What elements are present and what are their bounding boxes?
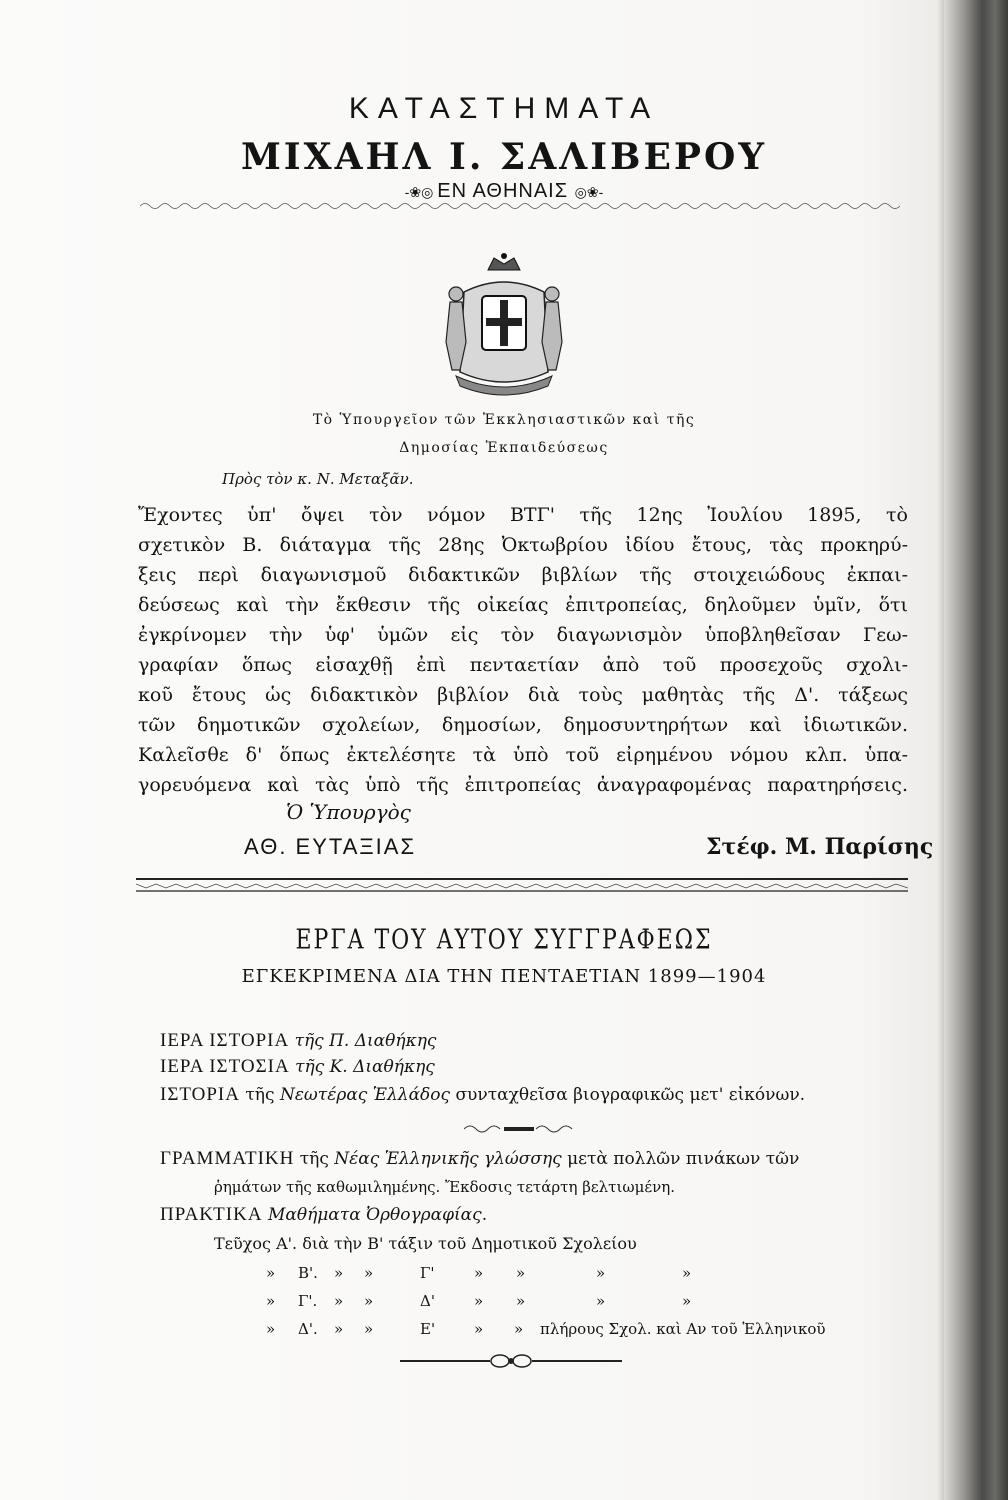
work-item-history-modern-greece: ΙΣΤΟΡΙΑ τῆς Νεωτέρας Ἑλλάδος συνταχθεῖσα βιογραφικῶς μετ' εἰκόνων. — [160, 1084, 806, 1105]
volume-row-c: » Γ'. » » Δ' » » » » — [266, 1292, 692, 1310]
ministry-line-2: Δημοσίας Ἐκπαιδεύσεως — [399, 440, 609, 456]
letter-body — [138, 500, 908, 800]
letter-line: γραφίαν ὅπως εἰσαχθῇ ἐπὶ πενταετίαν ἀπὸ τοῦ προσεχοῦς σχολι- — [138, 654, 908, 676]
work-item-sacred-history-ot: ΙΕΡΑ ΙΣΤΟΡΙΑ τῆς Π. Διαθήκης — [160, 1030, 437, 1051]
letter-line: δεύσεως καὶ τὴν ἔκθεσιν τῆς οἰκείας ἐπιτροπείας, δηλοῦμεν ὑμῖν, ὅτι — [138, 594, 908, 616]
letter-line: ἐγκρίνομεν τὴν ὑφ' ὑμῶν εἰς τὸν διαγωνισμὸν ὑποβληθεῖσαν Γεω- — [138, 624, 908, 646]
minister-title: Ὁ Ὑπουργὸς — [286, 800, 411, 824]
wavy-rule — [140, 200, 900, 212]
work-item-practical: ΠΡΑΚΤΙΚΑ Μαθήματα Ὀρθογραφίας. — [160, 1204, 488, 1225]
coat-of-arms-icon — [436, 252, 572, 402]
owner-name: ΜΙΧΑΗΛ Ι. ΣΑΛΙΒΕΡΟΥ — [240, 136, 768, 178]
small-ornament-divider — [464, 1122, 574, 1136]
volume-row-b: » Β'. » » Γ' » » » » — [266, 1264, 692, 1282]
ministry-line-1: Τὸ Ὑπουργεῖον τῶν Ἐκκλησιαστικῶν καὶ τῆς — [312, 412, 696, 428]
works-subheading: ΕΓΚΕΚΡΙΜΕΝΑ ΔΙΑ ΤΗΝ ΠΕΝΤΑΕΤΙΑΝ 1899—1904 — [241, 966, 767, 987]
letter-line: σχετικὸν Β. διάταγμα τῆς 28ης Ὀκτωβρίου ἰδίου ἔτους, τὰς προκηρύ- — [138, 534, 908, 556]
double-rule-divider — [136, 876, 908, 892]
letter-line: τῶν δημοτικῶν σχολείων, δημοσίων, δημοσυντηρήτων καὶ ἰδιωτικῶν. — [138, 714, 908, 736]
letter-line: ξεις περὶ διαγωνισμοῦ διδακτικῶν βιβλίων τῆς στοιχειώδους ἐκπαι- — [138, 564, 908, 586]
minister-name: ΑΘ. ΕΥΤΑΞΙΑΣ — [244, 834, 417, 859]
work-item-grammar-cont: ῥημάτων τῆς καθωμιλημένης. Ἔκδοσις τετάρτη βελτιωμένη. — [214, 1178, 675, 1196]
works-heading: ΕΡΓΑ ΤΟΥ ΑΥΤΟΥ ΣΥΓΓΡΑΦΕΩΣ — [295, 924, 713, 957]
recipient: Πρὸς τὸν κ. Ν. Μεταξᾶν. — [222, 470, 414, 488]
letter-line: κοῦ ἔτους ὡς διδακτικὸν βιβλίον διὰ τοὺς μαθητὰς τῆς Δ'. τάξεως — [138, 684, 908, 706]
volume-row-a: Τεῦχος Α'. διὰ τὴν Β' τάξιν τοῦ Δημοτικοῦ Σχολείου — [214, 1234, 637, 1253]
store-title: ΚΑΤΑΣΤΗΜΑΤΑ — [348, 92, 660, 125]
letter-line: Ἔχοντες ὑπ' ὄψει τὸν νόμον ΒΤΓ' τῆς 12ης Ἰουλίου 1895, τὸ — [138, 504, 908, 526]
work-item-grammar: ΓΡΑΜΜΑΤΙΚΗ τῆς Νέας Ἑλληνικῆς γλώσσης μετὰ πολλῶν πινάκων τῶν — [160, 1148, 800, 1169]
end-ornament-divider — [400, 1352, 622, 1370]
letter-line: γορευόμενα καὶ τὰς ὑπὸ τῆς ἐπιτροπείας ἀναγραφομένας παρατηρήσεις. — [138, 774, 908, 796]
work-item-sacred-history-nt: ΙΕΡΑ ΙΣΤΟΣΙΑ τῆς Κ. Διαθήκης — [160, 1056, 435, 1077]
right-flourish-icon: ◎❀- — [574, 184, 604, 200]
letter-line: Καλεῖσθε δ' ὅπως ἐκτελέσητε τὰ ὑπὸ τοῦ εἰρημένου νόμου κλπ. ὑπα- — [138, 744, 908, 766]
signature: Στέφ. Μ. Παρίσης — [706, 834, 934, 860]
location-text: ΕΝ ΑΘΗΝΑΙΣ — [437, 180, 569, 202]
left-flourish-icon: -❀◎ — [404, 184, 438, 200]
volume-row-d: » Δ'. » » Ε' » » πλήρους Σχολ. καὶ Αν τοῦ Ἑλληνικοῦ — [266, 1320, 826, 1338]
